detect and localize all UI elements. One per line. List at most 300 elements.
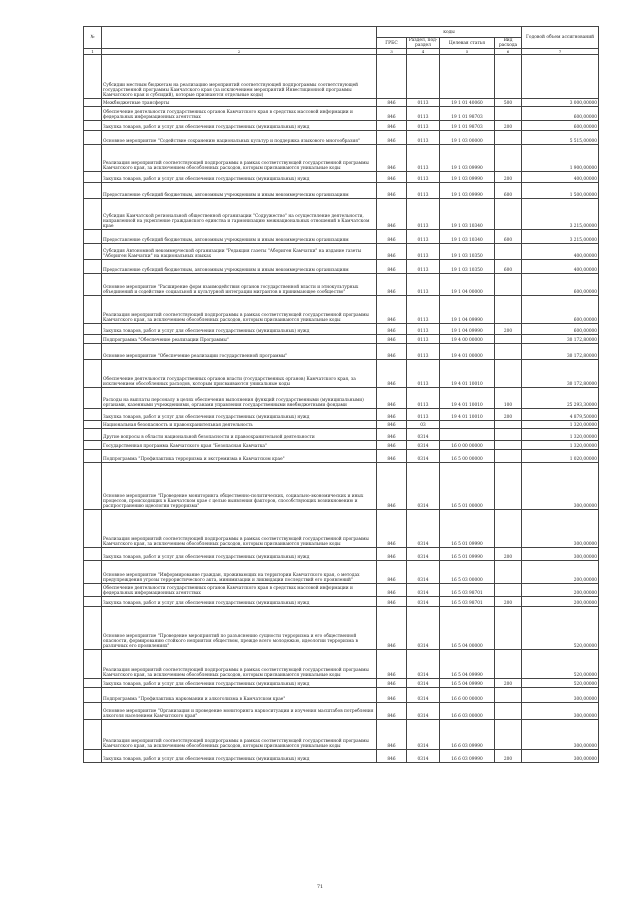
cell-name: Национальная безопасность и правоохранительная деятельность [102, 421, 377, 429]
cell-index [84, 450, 102, 463]
cell-index [84, 121, 102, 131]
cell-target-code: 16 6 03 00000 [440, 703, 495, 720]
table-row [84, 296, 599, 324]
cell-section: 0113 [407, 324, 440, 335]
table-row [84, 650, 599, 679]
cell-target-code: 19 1 03 10340 [440, 230, 495, 244]
cell-grbs: 846 [377, 597, 407, 607]
cell-expense-type: 200 [495, 750, 522, 763]
cell-target-code: 19 1 04 09990 [440, 296, 495, 324]
cell-section: 0113 [407, 131, 440, 145]
cell-target-code: 19 4 01 00000 [440, 344, 495, 360]
cell-amount: 400,00000 [522, 172, 599, 183]
cell-section: 0113 [407, 335, 440, 344]
cell-expense-type [495, 344, 522, 360]
table-row [84, 510, 599, 548]
cell-target-code: 19 4 01 10010 [440, 409, 495, 421]
table-row [84, 274, 599, 296]
cell-target-code: 16 0 00 00000 [440, 441, 495, 450]
cell-amount: 3 215,00000 [522, 199, 599, 230]
cell-expense-type [495, 296, 522, 324]
cell-amount: 30 172,80000 [522, 335, 599, 344]
cell-expense-type: 500 [495, 99, 522, 107]
table-row [84, 344, 599, 360]
cell-amount: 200,00000 [522, 561, 599, 584]
cell-section: 0113 [407, 296, 440, 324]
table-row [84, 244, 599, 260]
cell-name: Закупка товаров, работ и услуг для обеспечения государственных (муниципальных) нужд [102, 750, 377, 763]
cell-expense-type [495, 107, 522, 121]
cell-index [84, 650, 102, 679]
col-number: 5 [440, 49, 495, 55]
cell-grbs: 846 [377, 145, 407, 172]
cell-grbs: 846 [377, 429, 407, 441]
cell-grbs: 846 [377, 388, 407, 409]
cell-amount: 3 000,00000 [522, 99, 599, 107]
cell-grbs: 846 [377, 244, 407, 260]
cell-name: Закупка товаров, работ и услуг для обеспечения государственных (муниципальных) нужд [102, 597, 377, 607]
cell-name: Основное мероприятие "Информирование граждан, проживающих на территории Камчатского края, о методах предупреждения угрозы террористического акта, минимизации и ликвидации последствий его проявлений" [102, 561, 377, 584]
cell-grbs [377, 55, 407, 99]
cell-expense-type [495, 720, 522, 750]
table-row [84, 335, 599, 344]
cell-index [84, 421, 102, 429]
cell-amount: 300,00000 [522, 750, 599, 763]
cell-target-code: 19 4 01 10010 [440, 388, 495, 409]
cell-target-code: 19 1 04 00000 [440, 274, 495, 296]
cell-expense-type: 600 [495, 230, 522, 244]
cell-name: Основное мероприятие "Организация и проведение мониторинга наркоситуации и изучения масштабов потребления алкоголя населением Камчатского края" [102, 703, 377, 720]
cell-expense-type [495, 703, 522, 720]
cell-index [84, 107, 102, 121]
cell-grbs: 846 [377, 561, 407, 584]
table-row [84, 561, 599, 584]
cell-section: 0113 [407, 230, 440, 244]
cell-target-code: 19 1 03 09990 [440, 183, 495, 199]
cell-amount: 520,00000 [522, 607, 599, 650]
cell-expense-type: 200 [495, 548, 522, 561]
cell-amount: 5 515,00000 [522, 131, 599, 145]
cell-grbs: 846 [377, 688, 407, 703]
cell-index [84, 131, 102, 145]
cell-expense-type [495, 561, 522, 584]
cell-name: Закупка товаров, работ и услуг для обеспечения государственных (муниципальных) нужд [102, 172, 377, 183]
cell-section: 0113 [407, 121, 440, 131]
cell-grbs: 846 [377, 548, 407, 561]
cell-grbs: 846 [377, 296, 407, 324]
table-row [84, 199, 599, 230]
table-row [84, 429, 599, 441]
cell-target-code: 19 1 04 09990 [440, 324, 495, 335]
cell-amount: 400,00000 [522, 260, 599, 274]
cell-target-code: 16 5 03 98701 [440, 597, 495, 607]
cell-grbs: 846 [377, 463, 407, 510]
cell-expense-type: 200 [495, 172, 522, 183]
col-number: 4 [407, 49, 440, 55]
cell-grbs: 846 [377, 421, 407, 429]
cell-target-code: 16 5 03 00000 [440, 561, 495, 584]
cell-target-code: 16 6 00 00000 [440, 688, 495, 703]
cell-target-code: 16 5 01 00000 [440, 463, 495, 510]
cell-section: 0314 [407, 510, 440, 548]
cell-section: 0314 [407, 441, 440, 450]
cell-target-code: 19 4 00 00000 [440, 335, 495, 344]
cell-section: 0314 [407, 597, 440, 607]
table-row [84, 584, 599, 597]
cell-index [84, 324, 102, 335]
cell-name: Закупка товаров, работ и услуг для обеспечения государственных (муниципальных) нужд [102, 679, 377, 688]
cell-amount: 1 320,00000 [522, 441, 599, 450]
cell-target-code [440, 55, 495, 99]
cell-amount: 600,00000 [522, 324, 599, 335]
cell-grbs: 846 [377, 584, 407, 597]
cell-section: 0314 [407, 650, 440, 679]
cell-name: Основное мероприятие "Проведение мониторинга общественно-политических, социально-экономических и иных процессов, происходящих в Камчатском крае с целью выявления факторов, способствующих возникновению и распространению идеологии терроризма" [102, 463, 377, 510]
cell-grbs: 846 [377, 172, 407, 183]
cell-section: 0113 [407, 244, 440, 260]
cell-target-code: 19 1 03 00000 [440, 131, 495, 145]
cell-amount: 300,00000 [522, 720, 599, 750]
cell-index [84, 244, 102, 260]
cell-grbs: 846 [377, 679, 407, 688]
cell-expense-type [495, 607, 522, 650]
cell-index [84, 561, 102, 584]
cell-index [84, 145, 102, 172]
cell-name: Субсидия Автономной некоммерческой организации "Редакция газеты "Абориген Камчатки" на издание газеты "Абориген Камчатки" на национальных языках [102, 244, 377, 260]
table-row [84, 548, 599, 561]
cell-amount: 25 293,30000 [522, 388, 599, 409]
cell-index [84, 688, 102, 703]
cell-index [84, 703, 102, 720]
cell-target-code: 16 5 04 00000 [440, 607, 495, 650]
cell-section: 0314 [407, 584, 440, 597]
table-row [84, 107, 599, 121]
cell-grbs: 846 [377, 441, 407, 450]
table-row [84, 421, 599, 429]
col-number: 2 [102, 49, 377, 55]
cell-grbs: 846 [377, 230, 407, 244]
cell-target-code: 19 1 03 09990 [440, 172, 495, 183]
cell-expense-type: 200 [495, 597, 522, 607]
cell-target-code: 19 1 03 09990 [440, 145, 495, 172]
header-num: № [84, 27, 102, 49]
cell-section: 0314 [407, 679, 440, 688]
cell-name: Подпрограмма "Профилактика наркомании и алкоголизма в Камчатском крае" [102, 688, 377, 703]
table-row [84, 99, 599, 107]
table-body [84, 55, 599, 763]
table-row [84, 388, 599, 409]
cell-index [84, 388, 102, 409]
header-grbs: ГРБС [377, 38, 407, 49]
col-number: 1 [84, 49, 102, 55]
cell-expense-type [495, 199, 522, 230]
cell-index [84, 584, 102, 597]
cell-amount: 520,00000 [522, 650, 599, 679]
cell-index [84, 360, 102, 388]
cell-target-code: 16 5 01 09990 [440, 510, 495, 548]
cell-grbs: 846 [377, 183, 407, 199]
cell-amount: 300,00000 [522, 703, 599, 720]
cell-index [84, 750, 102, 763]
table-row [84, 360, 599, 388]
cell-grbs: 846 [377, 703, 407, 720]
cell-expense-type: 100 [495, 388, 522, 409]
cell-name: Расходы на выплаты персоналу в целях обеспечения выполнения функций государственными (муниципальными) органами, казенными учреждениями, органами управления государственными внебюджетными фондами [102, 388, 377, 409]
page-number: 71 [316, 884, 324, 890]
cell-index [84, 597, 102, 607]
cell-grbs: 846 [377, 107, 407, 121]
cell-name: Подпрограмма "Профилактика терроризма и экстремизма в Камчатском крае" [102, 450, 377, 463]
cell-amount: 1 020,00000 [522, 450, 599, 463]
cell-expense-type [495, 421, 522, 429]
budget-table [83, 26, 599, 763]
table-row [84, 450, 599, 463]
col-number: 7 [522, 49, 599, 55]
table-row [84, 183, 599, 199]
cell-expense-type: 200 [495, 121, 522, 131]
cell-section: 0314 [407, 450, 440, 463]
cell-target-code: 19 1 03 10350 [440, 260, 495, 274]
cell-section: 0314 [407, 429, 440, 441]
table-row [84, 131, 599, 145]
cell-amount: 1 320,00000 [522, 421, 599, 429]
cell-name: Межбюджетные трансферты [102, 99, 377, 107]
cell-section: 0113 [407, 199, 440, 230]
cell-section: 0113 [407, 260, 440, 274]
cell-expense-type [495, 463, 522, 510]
cell-grbs: 846 [377, 510, 407, 548]
col-number: 6 [495, 49, 522, 55]
cell-index [84, 607, 102, 650]
cell-grbs: 846 [377, 450, 407, 463]
cell-name: Обеспечение деятельности государственных органов Камчатского края в средствах массовой информации и федеральных информационных агентствах [102, 584, 377, 597]
cell-index [84, 720, 102, 750]
cell-target-code: 19 1 01 98703 [440, 121, 495, 131]
cell-amount: 300,00000 [522, 548, 599, 561]
cell-name: Другие вопросы в области национальной безопасности и правоохранительной деятельности [102, 429, 377, 441]
cell-target-code: 19 4 01 10010 [440, 360, 495, 388]
cell-target-code: 16 5 04 09990 [440, 650, 495, 679]
cell-grbs: 846 [377, 131, 407, 145]
cell-section: 0113 [407, 145, 440, 172]
cell-amount: 3 215,00000 [522, 230, 599, 244]
cell-name: Подпрограмма "Обеспечение реализации Программы" [102, 335, 377, 344]
cell-index [84, 274, 102, 296]
col-number: 3 [377, 49, 407, 55]
cell-amount: 1 500,00000 [522, 183, 599, 199]
cell-section: 0113 [407, 99, 440, 107]
cell-grbs: 846 [377, 409, 407, 421]
table-row [84, 597, 599, 607]
table-row [84, 750, 599, 763]
cell-name: Обеспечение деятельности государственных органов Камчатского края в средствах массовой информации и федеральных информационных агентствах [102, 107, 377, 121]
cell-name: Субсидия Камчатской региональной общественной организации "Содружество" на осуществление деятельности, направленной на укрепление гражданского единства и гармонизацию межнациональных отношений в Камчатском крае [102, 199, 377, 230]
header-codes: коды [377, 27, 522, 38]
cell-expense-type [495, 131, 522, 145]
cell-index [84, 199, 102, 230]
cell-amount: 4 879,50000 [522, 409, 599, 421]
cell-amount: 600,00000 [522, 121, 599, 131]
header-section: Раздел, под-раздел [407, 38, 440, 49]
cell-amount: 200,00000 [522, 584, 599, 597]
cell-name: Государственная программа Камчатского края "Безопасная Камчатка" [102, 441, 377, 450]
cell-expense-type [495, 145, 522, 172]
table-row [84, 230, 599, 244]
cell-name: Основное мероприятие "Содействие сохранению национальных культур и поддержка языкового многообразия" [102, 131, 377, 145]
cell-grbs: 846 [377, 607, 407, 650]
cell-expense-type [495, 688, 522, 703]
cell-target-code: 16 6 03 09990 [440, 720, 495, 750]
cell-target-code: 16 5 00 00000 [440, 450, 495, 463]
cell-index [84, 55, 102, 99]
cell-section: 0314 [407, 548, 440, 561]
cell-target-code: 19 1 01 98703 [440, 107, 495, 121]
table-row [84, 172, 599, 183]
cell-index [84, 510, 102, 548]
table-row [84, 679, 599, 688]
cell-amount: 300,00000 [522, 510, 599, 548]
cell-section: 0113 [407, 183, 440, 199]
cell-amount: 300,00000 [522, 688, 599, 703]
cell-amount: 600,00000 [522, 296, 599, 324]
cell-section: 0113 [407, 274, 440, 296]
cell-section: 0314 [407, 463, 440, 510]
cell-index [84, 260, 102, 274]
table-row [84, 260, 599, 274]
cell-amount: 600,00000 [522, 107, 599, 121]
cell-amount: 520,00000 [522, 679, 599, 688]
cell-index [84, 183, 102, 199]
cell-name: Реализация мероприятий соответствующей подпрограммы в рамках соответствующей государственной программы Камчатского края, за исключением обособленных расходов, которым присваиваются уникальные коды [102, 510, 377, 548]
cell-section: 0314 [407, 688, 440, 703]
cell-index [84, 172, 102, 183]
cell-expense-type [495, 584, 522, 597]
cell-section: 0314 [407, 750, 440, 763]
table-row [84, 409, 599, 421]
cell-expense-type [495, 360, 522, 388]
cell-name: Реализация мероприятий соответствующей подпрограммы в рамках соответствующей государственной программы Камчатского края, за исключением обособленных расходов, которым присваиваются уникальные коды [102, 720, 377, 750]
cell-grbs: 846 [377, 199, 407, 230]
cell-section: 0314 [407, 703, 440, 720]
cell-grbs: 846 [377, 260, 407, 274]
cell-section: 0314 [407, 720, 440, 750]
cell-grbs: 846 [377, 99, 407, 107]
cell-name: Закупка товаров, работ и услуг для обеспечения государственных (муниципальных) нужд [102, 409, 377, 421]
cell-amount: 300,00000 [522, 463, 599, 510]
cell-expense-type [495, 510, 522, 548]
cell-grbs: 846 [377, 750, 407, 763]
cell-expense-type: 200 [495, 409, 522, 421]
cell-name: Субсидии местным бюджетам на реализацию мероприятий соответствующей подпрограммы соответствующей государственной программы Камчатского края (за исключением мероприятий Инвестиционной программы Камчатского края и субсидий), которые признаются отдельные коды) [102, 55, 377, 99]
table-row [84, 703, 599, 720]
cell-name: Основное мероприятие "Обеспечение реализации государственной программы" [102, 344, 377, 360]
cell-grbs: 846 [377, 121, 407, 131]
cell-grbs: 846 [377, 335, 407, 344]
cell-index [84, 344, 102, 360]
cell-section: 0314 [407, 607, 440, 650]
cell-index [84, 429, 102, 441]
cell-expense-type [495, 650, 522, 679]
table-row [84, 55, 599, 99]
table-row [84, 463, 599, 510]
cell-amount: 200,00000 [522, 597, 599, 607]
cell-target-code: 19 1 01 40060 [440, 99, 495, 107]
cell-section: 0113 [407, 107, 440, 121]
cell-grbs: 846 [377, 344, 407, 360]
cell-index [84, 230, 102, 244]
cell-amount: 30 172,80000 [522, 344, 599, 360]
cell-name: Закупка товаров, работ и услуг для обеспечения государственных (муниципальных) нужд [102, 324, 377, 335]
cell-amount: 1 320,00000 [522, 429, 599, 441]
cell-index [84, 409, 102, 421]
cell-index [84, 463, 102, 510]
cell-target-code: 16 5 01 09990 [440, 548, 495, 561]
table-row [84, 720, 599, 750]
cell-expense-type [495, 450, 522, 463]
cell-section: 0113 [407, 172, 440, 183]
cell-grbs: 846 [377, 650, 407, 679]
cell-target-code: 19 1 03 10340 [440, 199, 495, 230]
cell-name: Реализация мероприятий соответствующей подпрограммы в рамках соответствующей государственной программы Камчатского края, за исключением обособленных расходов, которым присваиваются уникальные коды [102, 296, 377, 324]
cell-index [84, 441, 102, 450]
table-row [84, 324, 599, 335]
cell-index [84, 548, 102, 561]
cell-amount [522, 55, 599, 99]
cell-section: 0113 [407, 388, 440, 409]
cell-expense-type: 200 [495, 324, 522, 335]
cell-name: Обеспечение деятельности государственных органов власти (государственных органов) Камчатского края, за исключением обособленных расходов, которым присваиваются уникальные коды [102, 360, 377, 388]
cell-index [84, 679, 102, 688]
header-target: Целевая статья [440, 38, 495, 49]
header-name-blank [102, 27, 377, 49]
cell-grbs: 846 [377, 360, 407, 388]
cell-index [84, 335, 102, 344]
cell-section [407, 55, 440, 99]
cell-target-code: 16 6 03 09990 [440, 750, 495, 763]
cell-expense-type [495, 335, 522, 344]
table-row [84, 688, 599, 703]
cell-amount: 1 900,00000 [522, 145, 599, 172]
cell-grbs: 846 [377, 324, 407, 335]
cell-name: Закупка товаров, работ и услуг для обеспечения государственных (муниципальных) нужд [102, 121, 377, 131]
cell-amount: 30 172,80000 [522, 360, 599, 388]
table-row [84, 145, 599, 172]
cell-name: Основное мероприятие "Проведение мероприятий по разъяснению сущности терроризма и его общественной опасности, формированию стойкого неприятия обществом, прежде всего молодежью, идеологии терроризма в различных его проявлениях" [102, 607, 377, 650]
cell-grbs: 846 [377, 274, 407, 296]
cell-amount: 400,00000 [522, 244, 599, 260]
cell-expense-type [495, 55, 522, 99]
cell-grbs: 846 [377, 720, 407, 750]
cell-expense-type [495, 441, 522, 450]
cell-index [84, 99, 102, 107]
table-row [84, 441, 599, 450]
table-row [84, 121, 599, 131]
cell-expense-type: 600 [495, 260, 522, 274]
cell-name: Предоставление субсидий бюджетным, автономным учреждениям и иным некоммерческим организациям [102, 183, 377, 199]
cell-target-code [440, 421, 495, 429]
cell-name: Основное мероприятие "Расширение форм взаимодействия органов государственной власти и этнокультурных объединений и содействие социальной и культурной интеграции мигрантов в принимающее сообщество" [102, 274, 377, 296]
cell-expense-type [495, 274, 522, 296]
cell-target-code: 19 1 03 10350 [440, 244, 495, 260]
cell-target-code: 16 5 04 09990 [440, 679, 495, 688]
cell-target-code: 16 5 03 98701 [440, 584, 495, 597]
cell-section: 03 [407, 421, 440, 429]
cell-amount: 600,00000 [522, 274, 599, 296]
cell-expense-type: 600 [495, 183, 522, 199]
cell-section: 0113 [407, 409, 440, 421]
header-expense: Вид расхода [495, 38, 522, 49]
cell-section: 0314 [407, 561, 440, 584]
